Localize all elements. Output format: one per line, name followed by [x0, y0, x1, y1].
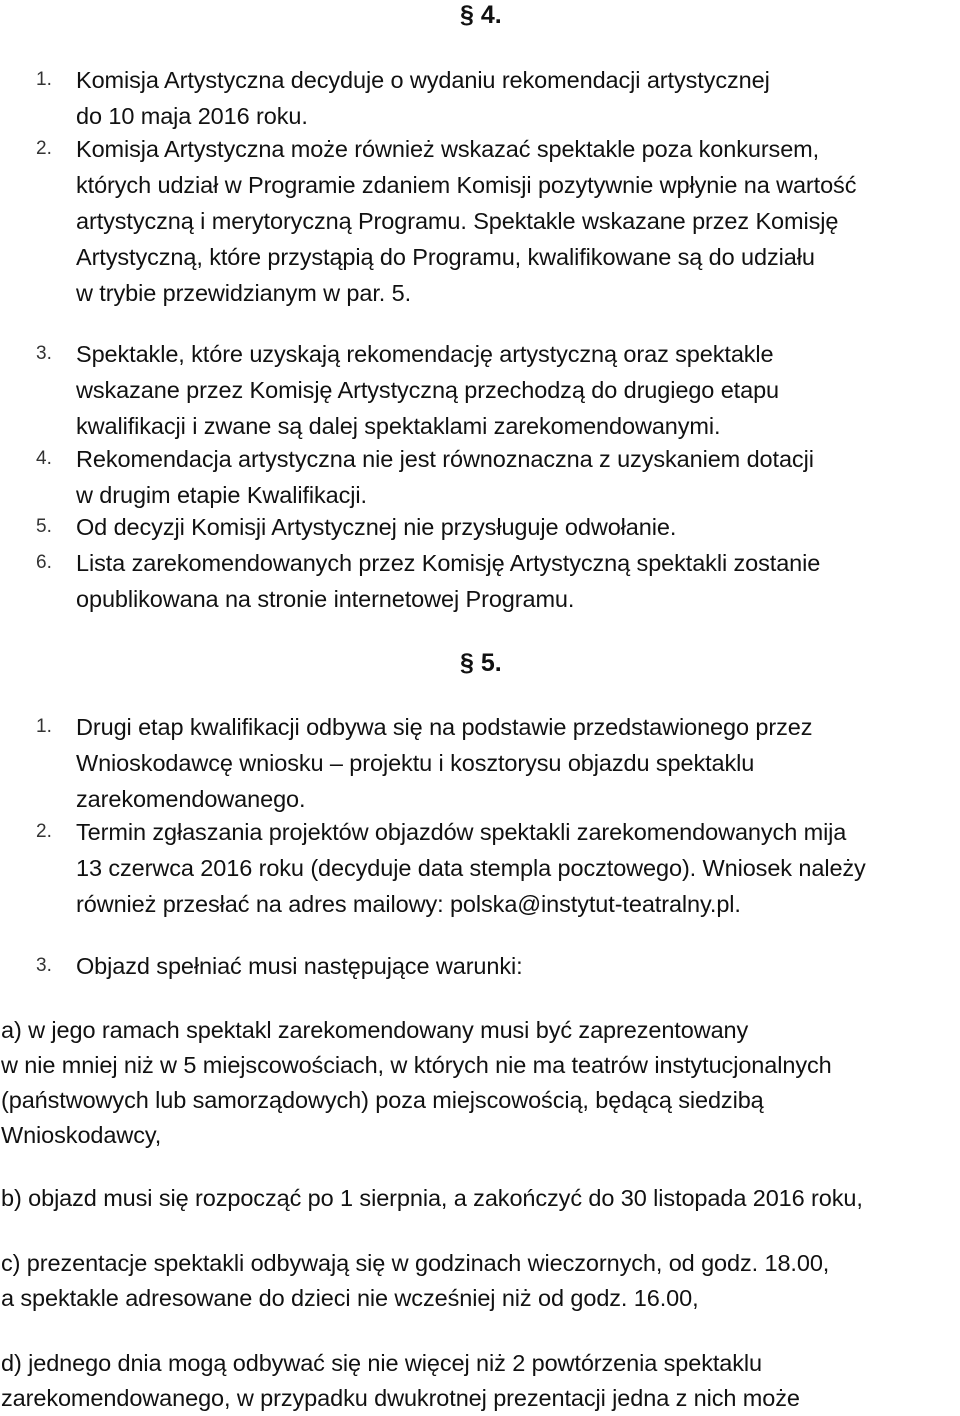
item-number: 3.: [36, 955, 52, 976]
section-4-item-2: [36, 131, 956, 311]
text-line: Lista zarekomendowanych przez Komisję Artystyczną spektakli zostanie: [76, 550, 821, 576]
text-line: Komisja Artystyczna decyduje o wydaniu rekomendacji artystycznej: [76, 67, 770, 93]
text-line: Spektakle, które uzyskają rekomendację artystyczną oraz spektakle: [76, 341, 774, 367]
text-line: Wnioskodawcę wniosku – projektu i kosztorysu objazdu spektaklu: [76, 750, 755, 776]
text-line: a spektakle adresowane do dzieci nie wcześniej niż od godz. 16.00,: [1, 1285, 699, 1311]
text-line: Termin zgłaszania projektów objazdów spektakli zarekomendowanych mija: [76, 819, 847, 845]
item-number: 1.: [36, 716, 52, 737]
section-4-item-6: [36, 545, 956, 617]
text-line: opublikowana na stronie internetowej Programu.: [76, 586, 575, 612]
text-line: d) jednego dnia mogą odbywać się nie więcej niż 2 powtórzenia spektaklu: [1, 1350, 763, 1376]
condition-c: [1, 1246, 956, 1316]
text-line: zarekomendowanego, w przypadku dwukrotnej prezentacji jedna z nich może: [1, 1385, 800, 1411]
item-text: [76, 814, 956, 922]
item-number: 2.: [36, 821, 52, 842]
item-text: [76, 545, 956, 617]
text-line: kwalifikacji i zwane są dalej spektaklami zarekomendowanymi.: [76, 413, 721, 439]
text-line: artystyczną i merytoryczną Programu. Spektakle wskazane przez Komisję: [76, 208, 839, 234]
item-text: [76, 948, 956, 984]
text-line: w drugim etapie Kwalifikacji.: [76, 482, 367, 508]
item-text: [76, 441, 956, 513]
text-line: w trybie przewidzianym w par. 5.: [76, 280, 412, 306]
item-text: [76, 709, 956, 817]
text-line: również przesłać na adres mailowy: polska@instytut-teatralny.pl.: [76, 891, 741, 917]
text-line: Objazd spełniać musi następujące warunki:: [76, 953, 523, 979]
text-line: Komisja Artystyczna może również wskazać spektakle poza konkursem,: [76, 136, 820, 162]
condition-d: [1, 1346, 956, 1416]
text-line: w nie mniej niż w 5 miejscowościach, w których nie ma teatrów instytucjonalnych: [1, 1052, 832, 1078]
section-4-item-1: [36, 62, 956, 134]
item-number: 3.: [36, 343, 52, 364]
condition-b: [1, 1181, 956, 1216]
item-text: [76, 509, 956, 545]
text-line: (państwowych lub samorządowych) poza miejscowością, będącą siedzibą: [1, 1087, 764, 1113]
condition-a: [1, 1013, 956, 1153]
text-line: c) prezentacje spektakli odbywają się w godzinach wieczornych, od godz. 18.00,: [1, 1250, 830, 1276]
text-line: Rekomendacja artystyczna nie jest równoznaczna z uzyskaniem dotacji: [76, 446, 814, 472]
text-line: Od decyzji Komisji Artystycznej nie przysługuje odwołanie.: [76, 514, 677, 540]
section-5-item-1: [36, 709, 956, 817]
section-4-item-5: [36, 509, 956, 545]
section-5-heading: § 5.: [460, 649, 502, 677]
text-line: Wnioskodawcy,: [1, 1122, 162, 1148]
item-number: 6.: [36, 552, 52, 573]
item-number: 2.: [36, 138, 52, 159]
section-5-item-3: [36, 948, 956, 984]
section-4-item-4: [36, 441, 956, 513]
text-line: 13 czerwca 2016 roku (decyduje data stempla pocztowego). Wniosek należy: [76, 855, 866, 881]
text-line: zarekomendowanego.: [76, 786, 306, 812]
text-line: b) objazd musi się rozpocząć po 1 sierpnia, a zakończyć do 30 listopada 2016 roku,: [1, 1185, 863, 1211]
text-line: a) w jego ramach spektakl zarekomendowany musi być zaprezentowany: [1, 1017, 749, 1043]
item-number: 5.: [36, 516, 52, 537]
section-4-item-3: [36, 336, 956, 444]
section-5-item-2: [36, 814, 956, 922]
text-line: do 10 maja 2016 roku.: [76, 103, 308, 129]
text-line: Drugi etap kwalifikacji odbywa się na podstawie przedstawionego przez: [76, 714, 813, 740]
item-number: 1.: [36, 69, 52, 90]
text-line: Artystyczną, które przystąpią do Programu, kwalifikowane są do udziału: [76, 244, 815, 270]
text-line: wskazane przez Komisję Artystyczną przechodzą do drugiego etapu: [76, 377, 780, 403]
item-text: [76, 131, 956, 311]
item-text: [76, 62, 956, 134]
section-4-heading: § 4.: [460, 1, 502, 29]
item-text: [76, 336, 956, 444]
text-line: których udział w Programie zdaniem Komisji pozytywnie wpłynie na wartość: [76, 172, 857, 198]
item-number: 4.: [36, 448, 52, 469]
